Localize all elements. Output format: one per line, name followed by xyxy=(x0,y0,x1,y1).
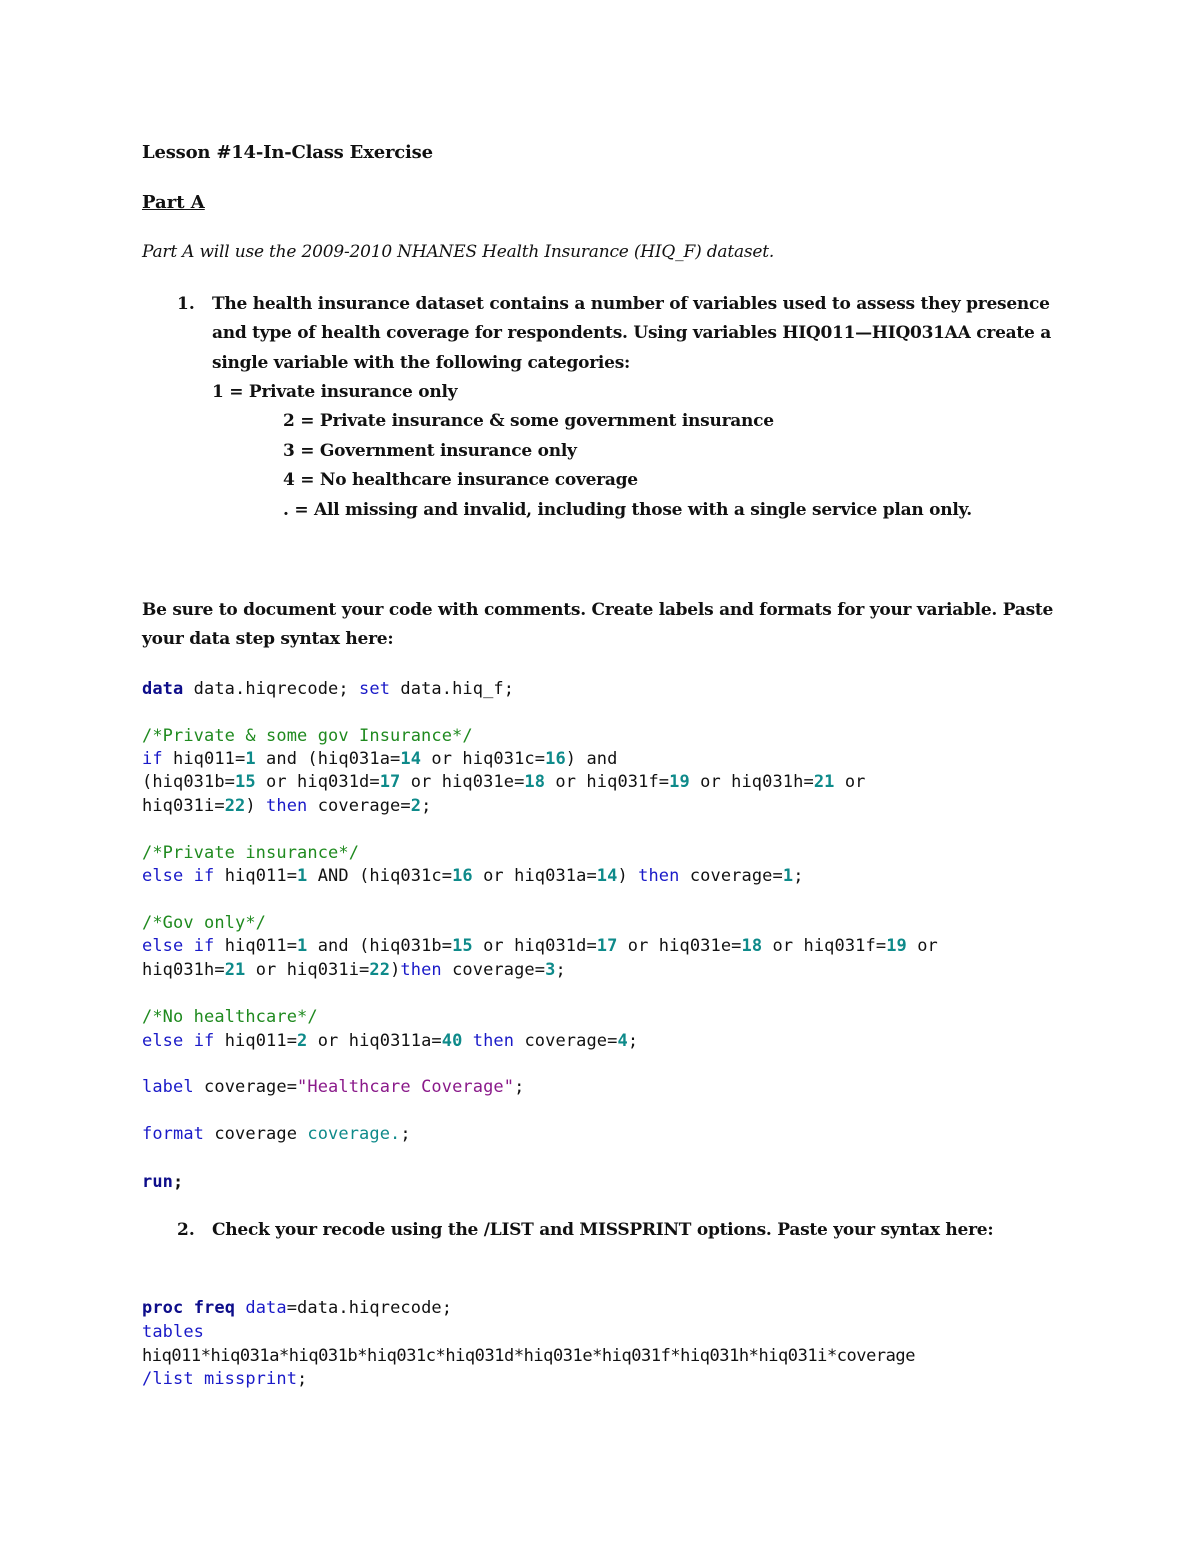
code-line: (hiq031b=15 or hiq031d=17 or hiq031e=18 or hiq031f=19 or hiq031h=21 or xyxy=(142,772,866,792)
code-line: format coverage coverage.; xyxy=(142,1124,411,1144)
code-line: hiq031h=21 or hiq031i=22)then coverage=3; xyxy=(142,960,566,980)
code-line: hiq011*hiq031a*hiq031b*hiq031c*hiq031d*hiq031e*hiq031f*hiq031h*hiq031i*coverage xyxy=(142,1346,916,1366)
category-item: 4 = No healthcare insurance coverage xyxy=(283,470,638,490)
code-line: proc freq data=data.hiqrecode; xyxy=(142,1298,453,1318)
category-item: . = All missing and invalid, including those with a single service plan only. xyxy=(283,500,972,520)
code-line: /list missprint; xyxy=(142,1369,308,1389)
code-keyword: data xyxy=(142,679,184,699)
question-1-number: 1. xyxy=(177,294,195,314)
instructions-line: Be sure to document your code with comments. Create labels and formats for your variable. Paste xyxy=(142,600,1054,620)
question-1-line: The health insurance dataset contains a number of variables used to assess they presence xyxy=(212,294,1050,314)
part-a-heading: Part A xyxy=(142,192,205,213)
code-comment: /*No healthcare*/ xyxy=(142,1007,318,1027)
question-1-line: single variable with the following categories: xyxy=(212,353,631,373)
question-1-line: and type of health coverage for respondents. Using variables HIQ011—HIQ031AA create a xyxy=(212,323,1052,343)
code-line: run; xyxy=(142,1172,184,1192)
question-2-number: 2. xyxy=(177,1220,195,1240)
code-line: else if hiq011=1 AND (hiq031c=16 or hiq031a=14) then coverage=1; xyxy=(142,866,804,886)
page-title: Lesson #14-In-Class Exercise xyxy=(142,142,433,163)
instructions-line: your data step syntax here: xyxy=(142,629,394,649)
code-comment: /*Private & some gov Insurance*/ xyxy=(142,726,473,746)
code-keyword: tables xyxy=(142,1322,205,1342)
category-item: 1 = Private insurance only xyxy=(212,382,458,402)
part-a-intro: Part A will use the 2009-2010 NHANES Health Insurance (HIQ_F) dataset. xyxy=(142,242,775,262)
code-line: data data.hiqrecode; set data.hiq_f; xyxy=(142,679,515,699)
code-line: if hiq011=1 and (hiq031a=14 or hiq031c=16) and xyxy=(142,749,618,769)
category-item: 2 = Private insurance & some government insurance xyxy=(283,411,774,431)
code-line: else if hiq011=1 and (hiq031b=15 or hiq031d=17 or hiq031e=18 or hiq031f=19 or xyxy=(142,936,938,956)
category-item: 3 = Government insurance only xyxy=(283,441,577,461)
code-line: hiq031i=22) then coverage=2; xyxy=(142,796,432,816)
code-line: label coverage="Healthcare Coverage"; xyxy=(142,1077,525,1097)
code-keyword: set xyxy=(359,679,391,699)
question-2-text: Check your recode using the /LIST and MISSPRINT options. Paste your syntax here: xyxy=(212,1220,994,1240)
code-comment: /*Gov only*/ xyxy=(142,913,267,933)
code-line: else if hiq011=2 or hiq0311a=40 then coverage=4; xyxy=(142,1031,639,1051)
code-comment: /*Private insurance*/ xyxy=(142,843,360,863)
